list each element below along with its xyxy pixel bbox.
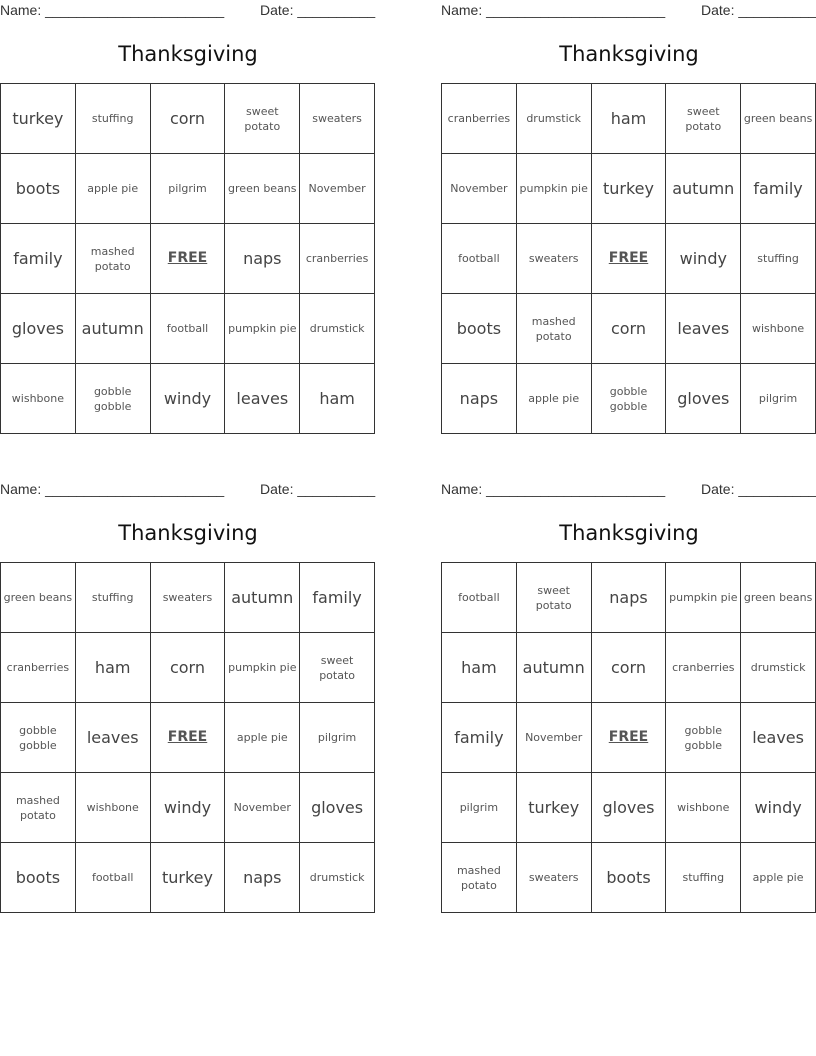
bingo-cell: football xyxy=(442,224,517,294)
bingo-cell: naps xyxy=(225,843,300,913)
bingo-cell: wishbone xyxy=(666,773,741,843)
bingo-cell: apple pie xyxy=(76,154,151,224)
bingo-cell: naps xyxy=(442,364,517,434)
bingo-cell: gobble gobble xyxy=(592,364,667,434)
bingo-cell: ham xyxy=(592,84,667,154)
bingo-cell: stuffing xyxy=(76,563,151,633)
bingo-cell: sweet potato xyxy=(300,633,375,703)
bingo-cell: corn xyxy=(151,84,226,154)
date-field-label: Date: __________ xyxy=(701,2,816,18)
bingo-cell: turkey xyxy=(517,773,592,843)
bingo-cell: sweet potato xyxy=(517,563,592,633)
bingo-cell: autumn xyxy=(76,294,151,364)
bingo-cell: windy xyxy=(666,224,741,294)
bingo-cell: autumn xyxy=(225,563,300,633)
bingo-cell: gloves xyxy=(300,773,375,843)
free-space-cell: FREE xyxy=(151,224,226,294)
bingo-cell: football xyxy=(151,294,226,364)
bingo-cell: apple pie xyxy=(225,703,300,773)
bingo-cell: windy xyxy=(151,773,226,843)
bingo-cell: stuffing xyxy=(666,843,741,913)
bingo-cell: cranberries xyxy=(442,84,517,154)
bingo-cell: family xyxy=(1,224,76,294)
bingo-cell: leaves xyxy=(225,364,300,434)
bingo-grid xyxy=(0,83,375,434)
bingo-cell: green beans xyxy=(225,154,300,224)
bingo-cell: cranberries xyxy=(300,224,375,294)
bingo-cell: corn xyxy=(151,633,226,703)
card-title: Thanksgiving xyxy=(118,521,258,545)
card-title: Thanksgiving xyxy=(559,521,699,545)
bingo-cell: sweaters xyxy=(517,224,592,294)
name-field-label: Name: _______________________ xyxy=(0,2,225,18)
bingo-cell: green beans xyxy=(1,563,76,633)
bingo-cell: leaves xyxy=(666,294,741,364)
bingo-grid xyxy=(0,562,375,913)
header-fields xyxy=(0,481,376,499)
bingo-cell: November xyxy=(442,154,517,224)
bingo-cell: pumpkin pie xyxy=(517,154,592,224)
bingo-cell: family xyxy=(300,563,375,633)
bingo-cell: leaves xyxy=(76,703,151,773)
bingo-cell: football xyxy=(442,563,517,633)
card-title: Thanksgiving xyxy=(559,42,699,66)
bingo-cell: pilgrim xyxy=(741,364,816,434)
bingo-cell: drumstick xyxy=(741,633,816,703)
date-field-label: Date: __________ xyxy=(701,481,816,497)
bingo-cell: wishbone xyxy=(741,294,816,364)
bingo-cell: windy xyxy=(151,364,226,434)
bingo-cell: leaves xyxy=(741,703,816,773)
bingo-cell: sweaters xyxy=(517,843,592,913)
name-field-label: Name: _______________________ xyxy=(441,2,666,18)
bingo-cell: mashed potato xyxy=(442,843,517,913)
free-space-cell: FREE xyxy=(592,703,667,773)
bingo-cell: sweaters xyxy=(151,563,226,633)
bingo-cell: sweet potato xyxy=(666,84,741,154)
bingo-cell: pilgrim xyxy=(151,154,226,224)
bingo-cell: gobble gobble xyxy=(1,703,76,773)
bingo-cell: ham xyxy=(442,633,517,703)
bingo-cell: cranberries xyxy=(666,633,741,703)
card-title: Thanksgiving xyxy=(118,42,258,66)
bingo-cell: naps xyxy=(225,224,300,294)
bingo-cell: wishbone xyxy=(76,773,151,843)
free-space-cell: FREE xyxy=(151,703,226,773)
bingo-cell: drumstick xyxy=(300,843,375,913)
bingo-cell: corn xyxy=(592,633,667,703)
bingo-cell: stuffing xyxy=(741,224,816,294)
bingo-cell: windy xyxy=(741,773,816,843)
bingo-cell: pumpkin pie xyxy=(225,294,300,364)
bingo-cell: apple pie xyxy=(517,364,592,434)
bingo-cell: naps xyxy=(592,563,667,633)
bingo-cell: pumpkin pie xyxy=(666,563,741,633)
bingo-cell: boots xyxy=(442,294,517,364)
bingo-cell: boots xyxy=(592,843,667,913)
bingo-cell: gloves xyxy=(1,294,76,364)
bingo-cell: gobble gobble xyxy=(76,364,151,434)
bingo-cell: ham xyxy=(76,633,151,703)
bingo-cell: gobble gobble xyxy=(666,703,741,773)
bingo-cell: pumpkin pie xyxy=(225,633,300,703)
header-fields xyxy=(441,2,816,20)
bingo-cell: turkey xyxy=(1,84,76,154)
free-space-cell: FREE xyxy=(592,224,667,294)
bingo-cell: green beans xyxy=(741,84,816,154)
bingo-cell: mashed potato xyxy=(1,773,76,843)
bingo-cell: apple pie xyxy=(741,843,816,913)
bingo-cell: cranberries xyxy=(1,633,76,703)
bingo-cell: pilgrim xyxy=(300,703,375,773)
bingo-cell: sweet potato xyxy=(225,84,300,154)
bingo-cell: autumn xyxy=(517,633,592,703)
name-field-label: Name: _______________________ xyxy=(0,481,225,497)
date-field-label: Date: __________ xyxy=(260,2,376,18)
bingo-cell: sweaters xyxy=(300,84,375,154)
bingo-cell: green beans xyxy=(741,563,816,633)
bingo-cell: mashed potato xyxy=(76,224,151,294)
header-fields xyxy=(0,2,376,20)
bingo-grid xyxy=(441,83,816,434)
bingo-cell: turkey xyxy=(151,843,226,913)
bingo-cell: gloves xyxy=(666,364,741,434)
bingo-cell: stuffing xyxy=(76,84,151,154)
bingo-cell: November xyxy=(225,773,300,843)
bingo-cell: drumstick xyxy=(300,294,375,364)
bingo-cell: drumstick xyxy=(517,84,592,154)
date-field-label: Date: __________ xyxy=(260,481,376,497)
bingo-cell: boots xyxy=(1,843,76,913)
name-field-label: Name: _______________________ xyxy=(441,481,666,497)
bingo-cell: corn xyxy=(592,294,667,364)
bingo-cell: turkey xyxy=(592,154,667,224)
bingo-cell: family xyxy=(442,703,517,773)
bingo-cell: pilgrim xyxy=(442,773,517,843)
header-fields xyxy=(441,481,816,499)
bingo-cell: boots xyxy=(1,154,76,224)
bingo-cell: mashed potato xyxy=(517,294,592,364)
bingo-cell: family xyxy=(741,154,816,224)
bingo-cell: ham xyxy=(300,364,375,434)
bingo-grid xyxy=(441,562,816,913)
bingo-cell: November xyxy=(300,154,375,224)
bingo-cell: November xyxy=(517,703,592,773)
bingo-cell: autumn xyxy=(666,154,741,224)
bingo-cell: wishbone xyxy=(1,364,76,434)
bingo-cell: gloves xyxy=(592,773,667,843)
bingo-cell: football xyxy=(76,843,151,913)
